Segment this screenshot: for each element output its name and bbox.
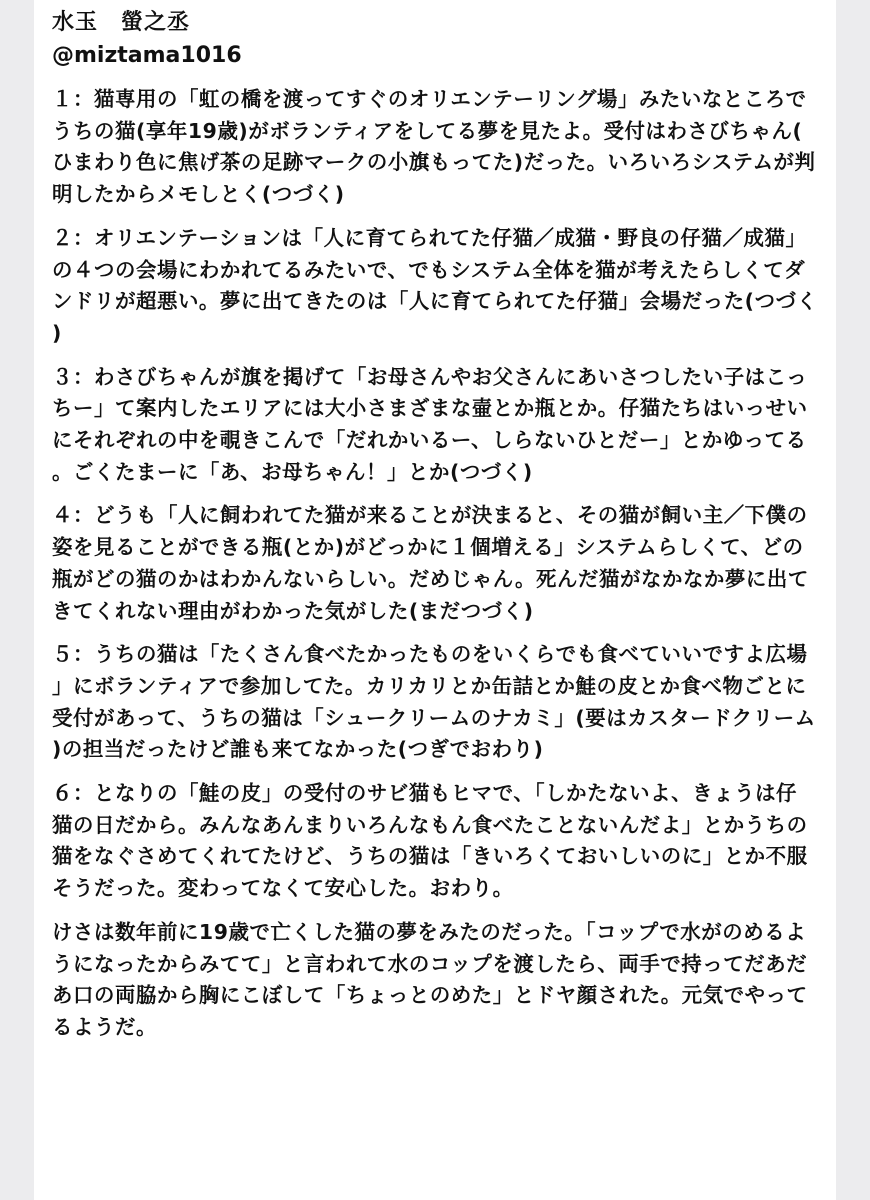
post-paragraph-3: ３：わさびちゃんが旗を掲げて「お母さんやお父さんにあいさつしたい子はこっちー」て案内したエリアには大小さまざまな壷とか瓶とか。仔猫たちはいっせいにそれぞれの中を覗きこんで「だれかいるー、しらないひとだー」とかゆってる。ごくたまーに「あ、お母ちゃん！」とか(つづく) <box>52 364 808 484</box>
post-paragraph-2: ２：オリエンテーションは「人に育てられてた仔猫／成猫・野良の仔猫／成猫」の４つの会場にわかれてるみたいで、でもシステム全体を猫が考えたらしくてダンドリが超悪い。夢に出てきたのは「人に育てられてた仔猫」会場だった(つづく) <box>52 225 818 345</box>
post-card <box>34 0 836 1200</box>
post-paragraph-4: ４：どうも「人に飼われてた猫が来ることが決まると、その猫が飼い主／下僕の姿を見ることができる瓶(とか)がどっかに１個増える」システムらしくて、どの瓶がどの猫のかはわかんないらしい。だめじゃん。死んだ猫がなかなか夢に出てきてくれない理由がわかった気がした(まだつづく) <box>52 503 809 623</box>
post-paragraph-7: けさは数年前に19歳で亡くした猫の夢をみたのだった。「コップで水がのめるようになったからみてて」と言われて水のコップを渡したら、両手で持ってだあだあ口の両脇から胸にこぼして「ちょっとのめた」とドヤ顔された。元気でやってるようだ。 <box>52 919 808 1039</box>
post-paragraph-6: ６：となりの「鮭の皮」の受付のサビ猫もヒマで、「しかたないよ、きょうは仔猫の日だから。みんなあんまりいろんなもん食べたことないんだよ」とかうちの猫をなぐさめてくれてたけど、うちの猫は「きいろくておいしいのに」とか不服そうだった。変わってなくて安心した。おわり。 <box>52 781 808 901</box>
author-handle[interactable]: @miztama1016 <box>52 43 242 68</box>
post-paragraph-5: ５：うちの猫は「たくさん食べたかったものをいくらでも食べていいですよ広場」にボランティアで参加してた。カリカリとか缶詰とか鮭の皮とか食べ物ごとに受付があって、うちの猫は「シュークリームのナカミ」(要はカスタードクリーム)の担当だったけど誰も来てなかった(つぎでおわり) <box>52 642 816 762</box>
author-name[interactable]: 水玉 螢之丞 <box>52 10 191 35</box>
post-paragraph-1: １：猫専用の「虹の橋を渡ってすぐのオリエンテーリング場」みたいなところでうちの猫(享年19歳)がボランティアをしてる夢を見たよ。受付はわさびちゃん(ひまわり色に焦げ茶の足跡マークの小旗もってた)だった。いろいろシステムが判明したからメモしとく(つづく) <box>52 87 816 207</box>
